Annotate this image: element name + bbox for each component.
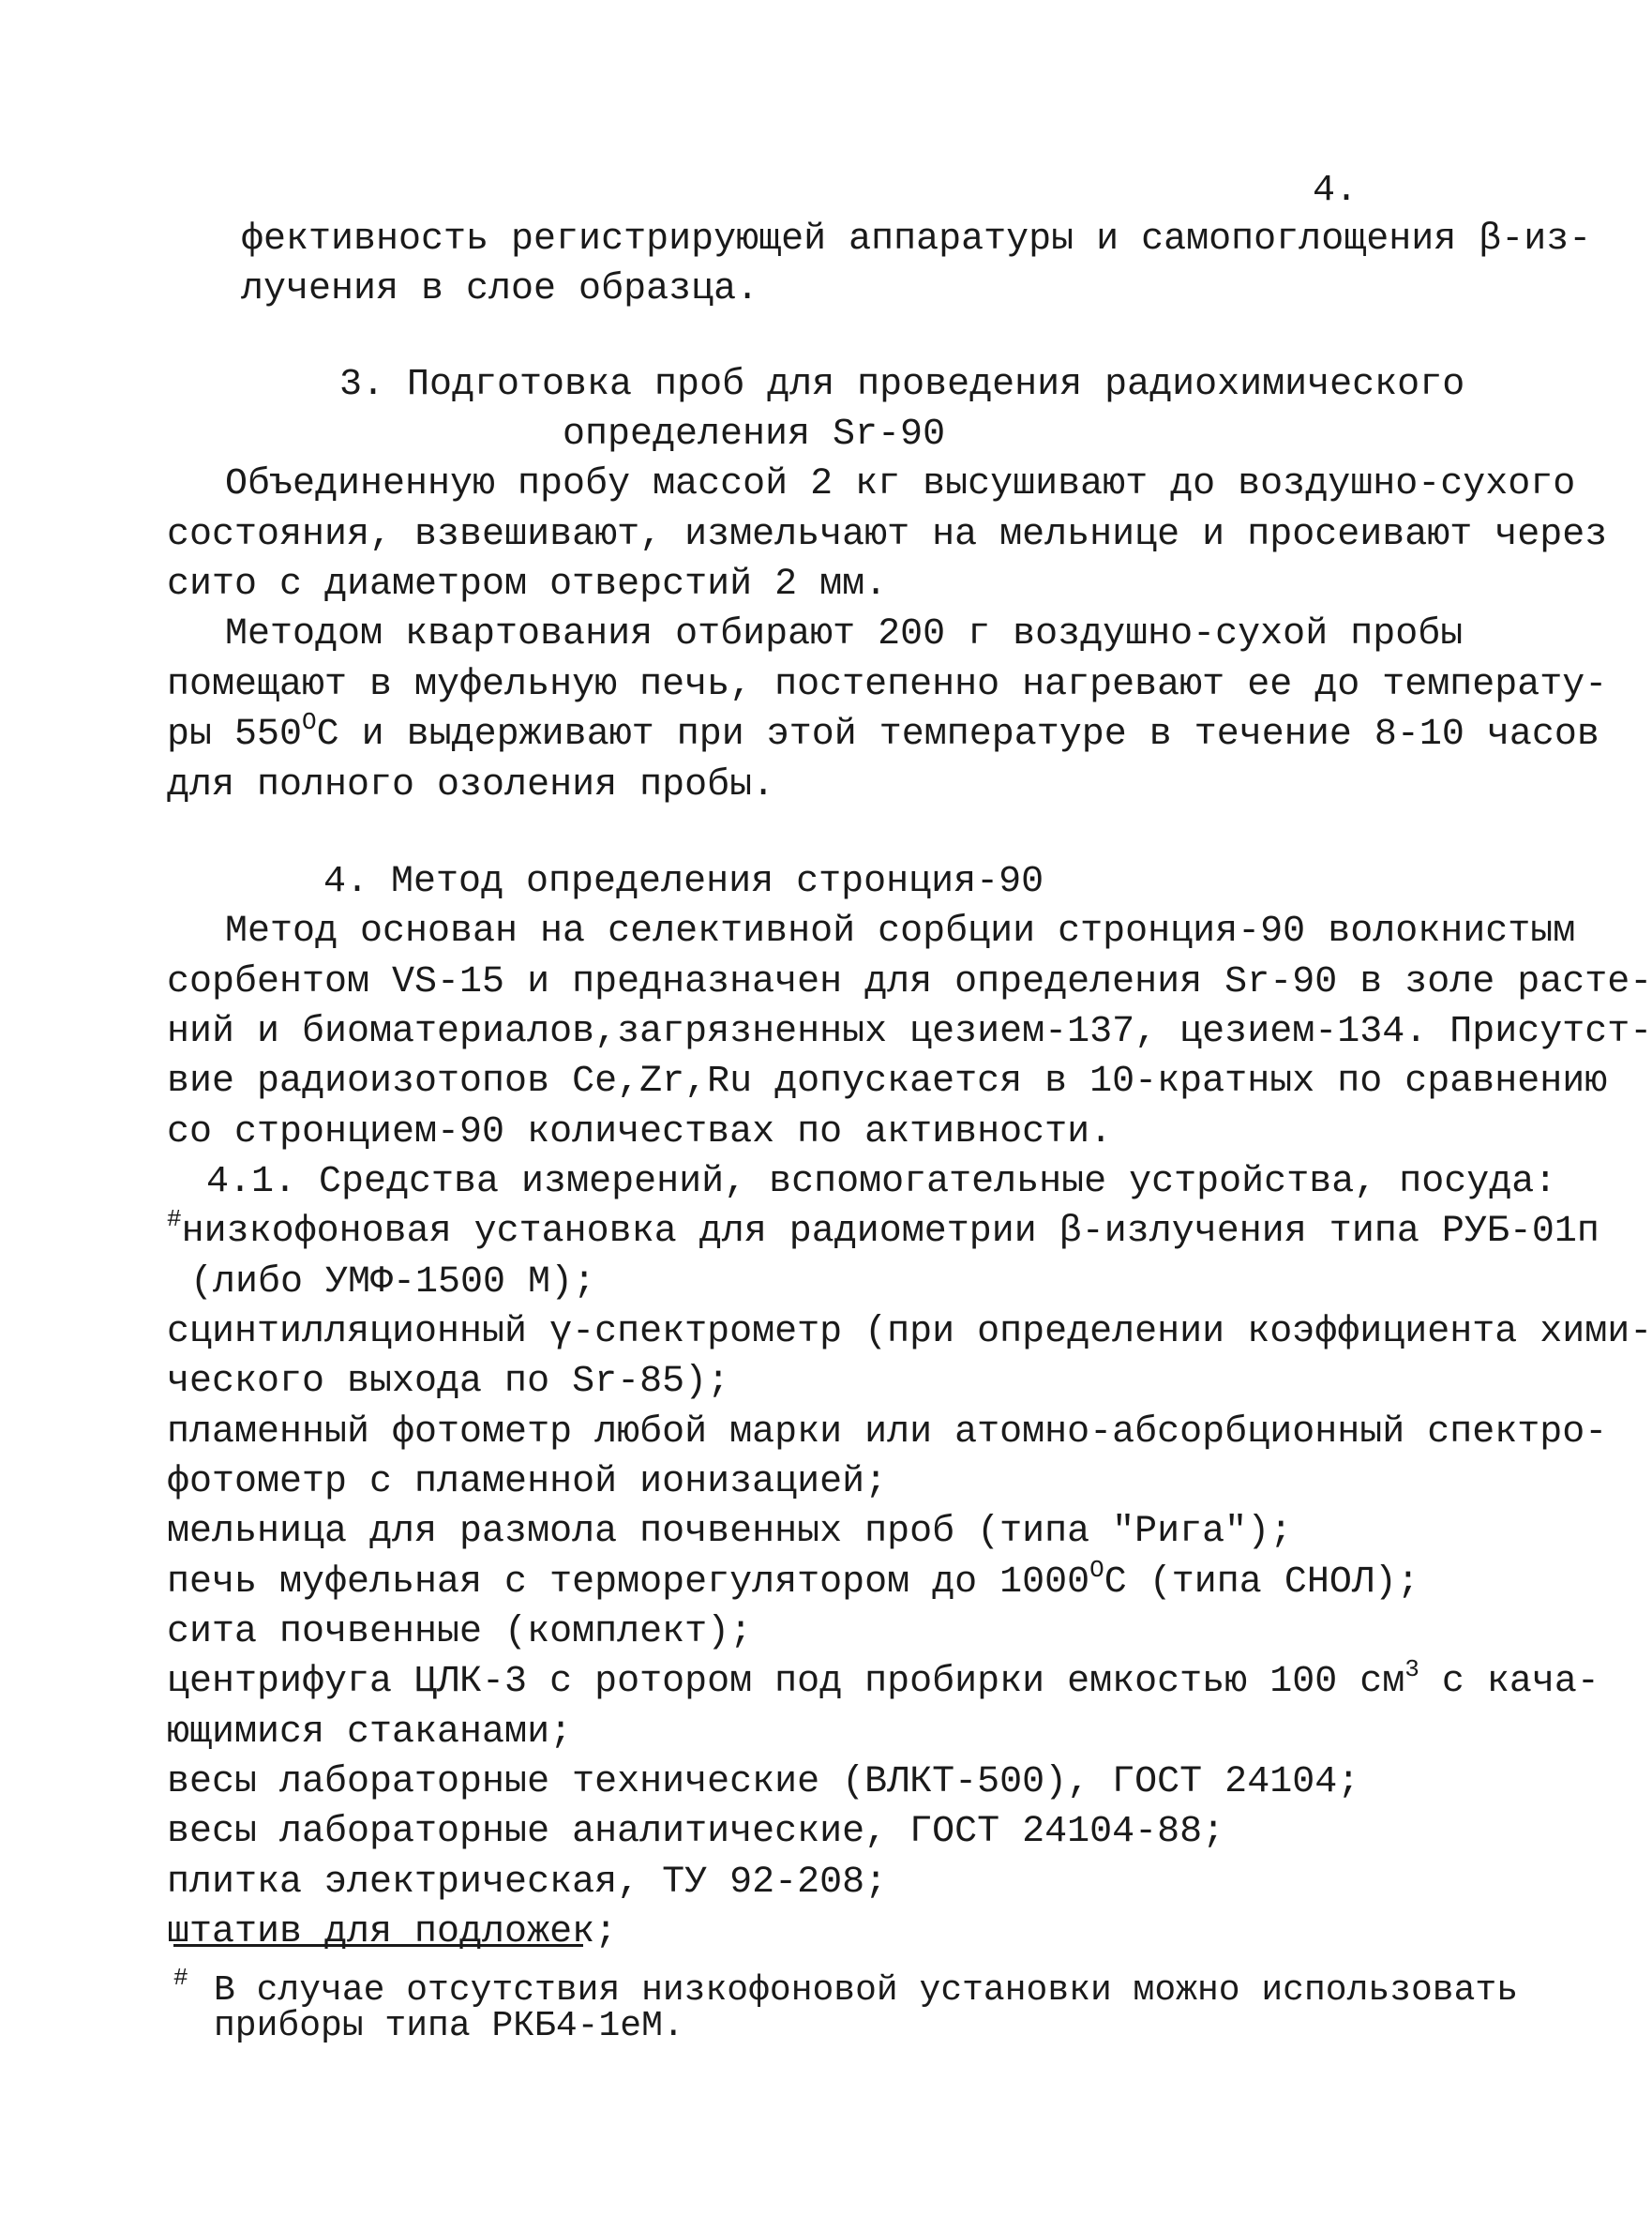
- subsection-4-1-title: 4.1. Средства измерений, вспомогательные устройства, посуда:: [206, 1161, 1557, 1203]
- section-4-paragraph-line-3: ний и биоматериалов,загрязненных цезием-137, цезием-134. Присутст-: [167, 1011, 1652, 1053]
- section-4-paragraph-line-4: вие радиоизотопов Ce,Zr,Ru допускается в 10-кратных по сравнению: [167, 1061, 1608, 1103]
- continuation-line-1: фективность регистрирующей аппаратуры и самопоглощения β-из-: [241, 219, 1592, 261]
- degree-mark: O: [1089, 1556, 1104, 1584]
- footnote-separator: [173, 1944, 583, 1947]
- section-3-paragraph-1-line-3: сито с диаметром отверстий 2 мм.: [167, 564, 888, 606]
- section-3-paragraph-1-line-2: состояния, взвешивают, измельчают на мельнице и просеивают через: [167, 514, 1608, 556]
- equipment-item-3-line-1: пламенный фотометр любой марки или атомно-абсорбционный спектро-: [167, 1411, 1608, 1454]
- equipment-item-6: сита почвенные (комплект);: [167, 1611, 753, 1653]
- footnote-mark: [173, 1964, 188, 2012]
- page-number: 4.: [1313, 170, 1359, 212]
- equipment-item-5-suffix: C (типа СНОЛ);: [1104, 1561, 1419, 1604]
- equipment-item-1-text: низкофоновая установка для радиометрии β-излучения типа РУБ-01п: [181, 1211, 1599, 1253]
- section-3-paragraph-2-line-4: для полного озоления пробы.: [167, 764, 775, 807]
- equipment-item-11: штатив для подложек;: [167, 1911, 618, 1953]
- footnote-line-2: приборы типа РКБ4-1еМ.: [214, 2006, 684, 2046]
- section-3-paragraph-2-line-3: [167, 708, 1599, 760]
- equipment-item-1-line-2: (либо УМФ-1500 М);: [190, 1261, 596, 1304]
- equipment-item-8: весы лабораторные технические (ВЛКТ-500), ГОСТ 24104;: [167, 1761, 1360, 1803]
- continuation-line-2: лучения в слое образца.: [241, 268, 759, 310]
- equipment-item-9: весы лабораторные аналитические, ГОСТ 24104-88;: [167, 1811, 1225, 1853]
- section-3-paragraph-2-line-2: помещают в муфельную печь, постепенно нагревают ее до температу-: [167, 664, 1608, 706]
- equipment-item-2-line-1: сцинтилляционный γ-спектрометр (при определении коэффициента хими-: [167, 1311, 1652, 1353]
- equipment-item-4: мельница для размола почвенных проб (типа "Рига");: [167, 1511, 1293, 1553]
- temperature-prefix: ры 550: [167, 714, 303, 756]
- footnote-line-1: В случае отсутствия низкофоновой установки можно использовать: [214, 1970, 1519, 2011]
- section-3-paragraph-2-line-1: Методом квартования отбирают 200 г воздушно-сухой пробы: [225, 613, 1464, 656]
- section-3-title-line-2: определения Sr-90: [563, 414, 946, 456]
- degree-mark: O: [302, 708, 317, 736]
- cubic-exponent: 3: [1404, 1655, 1419, 1683]
- equipment-item-1-line-1: [167, 1205, 1599, 1257]
- section-3-paragraph-1-line-1: Объединенную пробу массой 2 кг высушивают до воздушно-сухого: [225, 463, 1576, 505]
- footnote-reference-mark: #: [167, 1205, 182, 1233]
- equipment-item-7-line-2: ющимися стаканами;: [167, 1711, 573, 1754]
- equipment-item-7-suffix: с кача-: [1419, 1661, 1599, 1703]
- section-4-paragraph-line-1: Метод основан на селективной сорбции стронция-90 волокнистым: [225, 911, 1576, 953]
- equipment-item-7-prefix: центрифуга ЦЛК-3 с ротором под пробирки емкостью 100 см: [167, 1661, 1405, 1703]
- section-4-paragraph-line-2: сорбентом VS-15 и предназначен для определения Sr-90 в золе расте-: [167, 961, 1652, 1003]
- section-4-paragraph-line-5: со стронцием-90 количествах по активности.: [167, 1111, 1113, 1153]
- footnote-symbol: #: [173, 1964, 188, 1992]
- equipment-item-5-prefix: печь муфельная с терморегулятором до 1000: [167, 1561, 1090, 1604]
- equipment-item-3-line-2: фотометр с пламенной ионизацией;: [167, 1461, 888, 1503]
- temperature-suffix: C и выдерживают при этой температуре в течение 8-10 часов: [316, 714, 1599, 756]
- equipment-item-2-line-2: ческого выхода по Sr-85);: [167, 1361, 730, 1403]
- equipment-item-7-line-1: [167, 1655, 1599, 1707]
- section-4-title: 4. Метод определения стронция-90: [323, 861, 1044, 903]
- equipment-item-10: плитка электрическая, ТУ 92-208;: [167, 1862, 888, 1904]
- section-3-title: 3. Подготовка проб для проведения радиохимического: [339, 364, 1465, 406]
- equipment-item-5: [167, 1556, 1419, 1607]
